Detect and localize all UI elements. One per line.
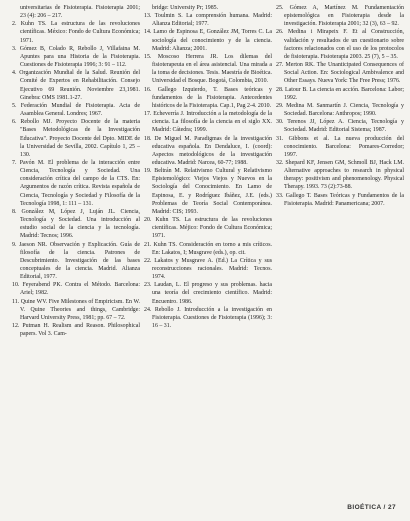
reference-text: universitarias de Fisioterapia. Fisioterapia 2001; 23 (4): 206 – 217.	[20, 5, 140, 20]
reference-entry	[12, 241, 140, 282]
reference-number: 20.	[144, 217, 156, 224]
reference-text: Organización Mundial de la Salud. Reunión del Comité de Expertos en Rehabilitación. Consejo Ejecutivo 69 Reunión. Noviembre 23,1981. Ginebra: OMS 1981.1-27.	[19, 70, 140, 101]
reference-text: Gallego T. Bases Teóricas y Fundamentos de la Fisioterapia. Madrid: Panamericana; 2007.	[284, 192, 404, 207]
reference-entry	[144, 167, 272, 216]
reference-number: 5.	[12, 102, 21, 109]
reference-text: Gómez B, Colado R, Rebollo J, Villafaina M. Apuntes para una Historia de la Fisioterapia. Cuestiones de Fisioterapia 1996; 3: 91 – 112.	[19, 45, 140, 69]
reference-entry	[12, 208, 140, 241]
reference-column-right	[276, 4, 404, 494]
reference-entry	[12, 281, 140, 297]
reference-entry	[12, 298, 140, 322]
reference-number: 11.	[12, 298, 21, 305]
reference-number: 13.	[144, 13, 155, 20]
reference-entry	[144, 306, 272, 330]
reference-text: Jaeson NR. Observación y Explicación. Guía de filosofía de la ciencia. Patrones de Descubrimiento. Investigación de las bases conceptuales de la ciencia. Madrid. Alianza Editorial, 1977.	[19, 241, 141, 281]
reference-entry	[276, 28, 404, 61]
reference-text: Feyerabend PK. Contra el Método. Barcelona: Ariel; 1982.	[20, 282, 141, 297]
reference-entry	[144, 281, 272, 305]
reference-number: 3.	[12, 45, 20, 52]
reference-entry	[12, 45, 140, 69]
reference-entry	[276, 118, 404, 134]
reference-number: 26.	[276, 29, 289, 36]
reference-text: Medina i Mirapeix F. Et al Construcción, validación y resultados de un cuestionario sobre factores relacionados con el uso de los protocolos de fisioterapia. Fisioterapia 2003. 25 (7), 5 – 35.	[284, 29, 404, 60]
reference-entry	[12, 102, 140, 118]
reference-entry	[276, 86, 404, 102]
reference-number: 16.	[144, 86, 158, 93]
reference-text: bridge: University Pr; 1985.	[152, 5, 219, 11]
reference-number: 14.	[144, 29, 154, 36]
reference-number: 31.	[276, 135, 289, 142]
reference-number: 18.	[144, 135, 155, 142]
reference-number: 17.	[144, 111, 154, 118]
reference-number: 27.	[276, 62, 286, 69]
reference-number: 10.	[12, 282, 23, 289]
reference-number: 23.	[144, 282, 155, 289]
reference-number: 21.	[144, 241, 154, 248]
reference-text: Moscoso Herrera JR. Los dilemas del fisioterapeuta en el área asistencial. Una mirada a la toma de decisiones. Tesis. Maestría de Bioética. Universidad el Bosque. Bogotá, Colombia, 2010.	[152, 53, 272, 85]
reference-entry	[276, 61, 404, 85]
reference-text: Kuhn TS. La estructura de las revoluciones científicas. Méjico: Fondo de Cultura Económica; 1971.	[152, 217, 272, 240]
reference-text: Toulmin S. La comprensión humana. Madrid: Alianza Editorial; 1977.	[152, 13, 272, 28]
reference-number: 24.	[144, 306, 155, 313]
reference-entry	[12, 322, 140, 338]
reference-entry	[276, 4, 404, 28]
reference-number: 22.	[144, 257, 155, 264]
reference-text: Echeverría J. Introducción a la metodología de la ciencia. La filosofía de la ciencia en el siglo XX. Madrid: Cátedra; 1999.	[152, 111, 272, 134]
reference-text: Gibbons et al. La nueva producción del conocimiento. Barcelona: Pomares-Corredor; 1997.	[284, 135, 404, 158]
reference-number: 12.	[12, 323, 23, 330]
reference-text: Federación Mundial de Fisioterapia. Acta de Asamblea General. Londres; 1967.	[20, 102, 140, 118]
reference-text: Merton RK. The Unanticipated Consequences of Social Action. En: Sociological Ambivalence and Other Essays. Nueva York: The Free Press; 1976.	[284, 62, 404, 85]
reference-number: 30.	[276, 119, 288, 126]
reference-text: Pavón M. El problema de la interacción entre Ciencia, Tecnología y Sociedad. Una consideración crítica del campo de la CTS. En: Argumentos de razón crítica. Revista española de Ciencia, Tecnología y Sociedad y Filosofía de la Tecnología 1998, 1: 111 – 131.	[19, 159, 140, 207]
footer-separator: /	[383, 504, 386, 511]
reference-text: Lamo de Espinosa E, González JM, Torres C. La sociología del conocimiento y de la ciencia. Madrid: Alianza; 2001.	[152, 29, 273, 52]
page-number: 27	[387, 504, 396, 511]
reference-entry	[276, 159, 404, 192]
reference-text: Putman H. Realism and Reason. Philosophical papers. Vol 3. Cam-	[20, 323, 140, 338]
reference-text: Kuhn TS. La estructura de las revoluciones científicas. México: Fondo de Cultura Económica; 1971.	[20, 21, 140, 44]
reference-entry	[276, 192, 404, 208]
reference-text: Latour B. La ciencia en acción. Barcelona: Labor; 1992.	[284, 86, 404, 101]
reference-column-left	[12, 4, 140, 494]
reference-entry	[276, 135, 404, 159]
journal-name: BIOÉTICA	[347, 504, 382, 511]
reference-text: Beltrán M. Relativismo Cultural y Relativismo Epistemológico: Viejos Viejos y Nuevos en la Sociología del Conocimiento. En Lamo de Espinosa, E. y Rodríguez Ibáñez, J.E. (eds.) Problemas de Teoría Social Contemporánea. Madrid: CIS; 1993.	[152, 168, 272, 215]
reference-entry	[144, 257, 272, 281]
reference-number: 4.	[12, 70, 20, 77]
reference-entry	[12, 20, 140, 44]
reference-entry	[144, 216, 272, 240]
reference-text: Kuhn TS. Consideración en torno a mis críticos. En: Lakatos, I; Musgrave (eds.), op. cit.	[152, 241, 272, 256]
reference-entry	[276, 102, 404, 118]
reference-entry	[144, 241, 272, 257]
reference-number: 25.	[276, 5, 290, 11]
reference-entry	[144, 53, 272, 86]
reference-text: De Miguel M. Paradigmas de la investigación educativa española. En Dendaluce, I. (coord): Aspectos metodológicos de la investigación educativa. Madrid: Narcea, 60-77; 1988.	[152, 135, 272, 166]
page-footer	[347, 504, 396, 511]
references-section	[12, 4, 404, 494]
reference-text: Rebollo J. Introducción a la investigación en Fisioterapia. Cuestiones de Fisioterapia (1996); 3: 16 – 31.	[152, 306, 273, 330]
reference-entry	[144, 28, 272, 52]
reference-number: 9.	[12, 241, 20, 248]
reference-text: Lakatos y Musgrave A. (Ed.) La Crítica y sus reconstrucciones racionales. Madrid: Tecnos. 1974.	[152, 257, 272, 281]
reference-entry	[144, 12, 272, 28]
reference-text: Rebollo MJ. Proyecto Docente de la materia "Bases Metodológicas de la Investigación Educativa". Proyecto Docente del Dpto. MIDE de la Universidad de Sevilla, 2002. Capítulo 1, 25 – 130.	[20, 119, 141, 158]
reference-entry	[12, 69, 140, 102]
reference-text: Terenos JJ, López A. Ciencia, Tecnología y Sociedad. Madrid: Editorial Sistema; 1987.	[284, 119, 404, 134]
reference-number: 2.	[12, 21, 21, 28]
reference-text: Quine WV. Five Milestones of Empiricism. En W. V. Quine Theories and things, Cambridge: Harvard University Press, 1981; pp. 67 – 72.	[20, 298, 140, 321]
reference-text: Medina M. Sanmartín J. Ciencia, Tecnología y Sociedad. Barcelona: Anthropos; 1990.	[284, 102, 405, 118]
reference-entry	[12, 118, 140, 159]
reference-entry	[12, 4, 140, 20]
reference-column-middle	[144, 4, 272, 494]
reference-number: 32.	[276, 159, 286, 166]
reference-number: 7.	[12, 159, 20, 166]
reference-text: González M, López J, Luján JL. Ciencia, Tecnología y Sociedad. Una introducción al estudio social de la ciencia y la tecnología. Madrid: Tecnos; 1996.	[20, 208, 140, 240]
reference-number: 29.	[276, 102, 287, 109]
reference-entry	[144, 4, 272, 12]
reference-number: 28.	[276, 86, 285, 93]
reference-text: Gómez A, Martínez M. Fundamentación epistemológica en Fisioterapia desde la investigación. Fisioterapia 2001; 32 (3), 63 – 92.	[284, 5, 404, 28]
reference-number: 15.	[144, 53, 158, 60]
reference-entry	[144, 135, 272, 168]
reference-number: 33.	[276, 192, 286, 199]
reference-entry	[144, 110, 272, 134]
reference-number: 19.	[144, 168, 155, 175]
reference-entry	[12, 159, 140, 208]
reference-number: 8.	[12, 208, 22, 215]
reference-text: Shepard KF, Jensen GM, Schmoll BJ, Hack LM. Alternative approaches to research in physical therapy: positivism and phenomenology. Physical Therapy. 1993. 73 (2):73-88.	[284, 159, 404, 191]
reference-entry	[144, 86, 272, 110]
reference-text: Gallego Izquierdo, T. Bases teóricas y fundamentos de la Fisioterapia. Antecedentes históricos de la Fisioterapia. Cap.1, Pag 2-4. 2010.	[152, 86, 272, 109]
reference-text: Laudan, L. El progreso y sus problemas. hacia una teoría del crecimiento científico. Madrid: Encuentro. 1986.	[152, 282, 272, 305]
reference-number: 6.	[12, 119, 21, 126]
